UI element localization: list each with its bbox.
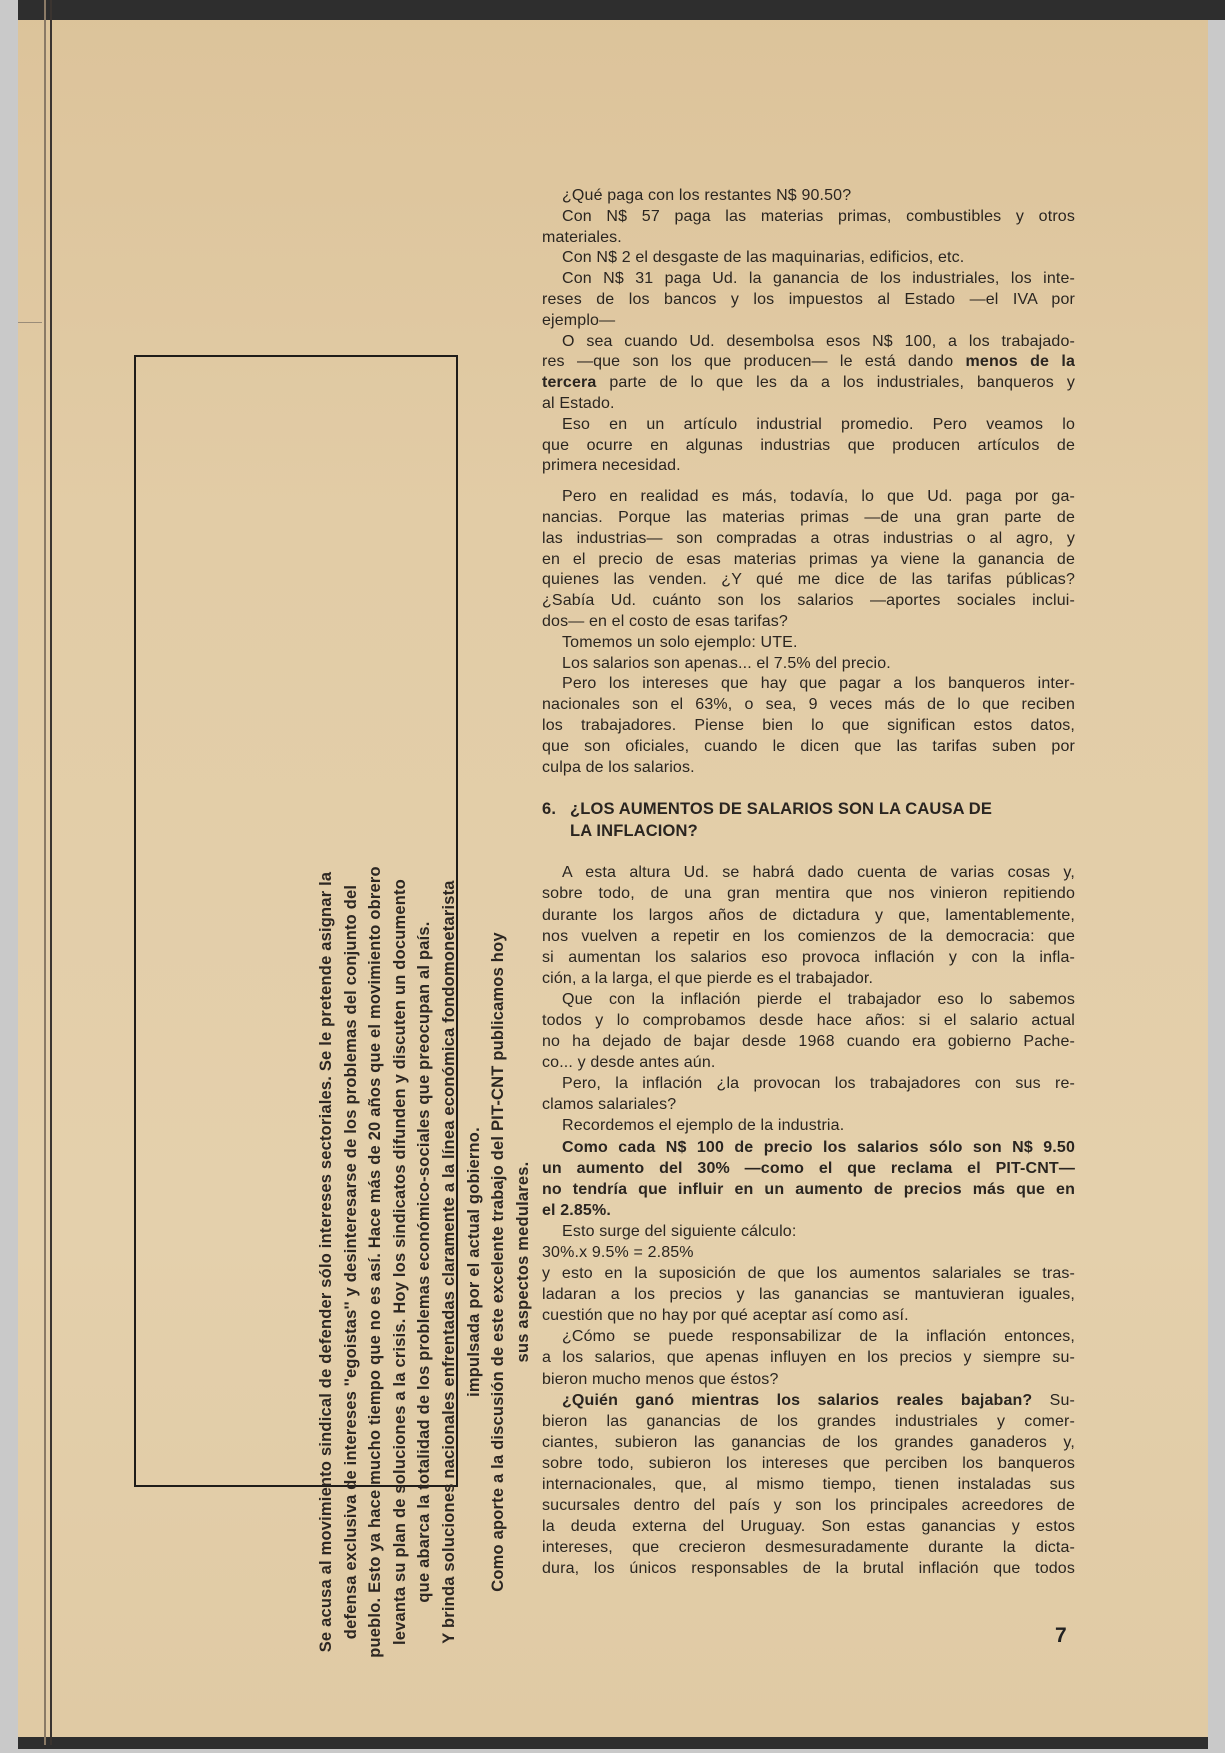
text-line: no tendría que influir en un aumento de precios más que en bbox=[542, 1180, 1075, 1198]
text-line: Que con la inflación pierde el trabajador eso lo sabemos bbox=[562, 990, 1075, 1008]
text-line: primera necesidad. bbox=[542, 457, 681, 475]
text-line: ejemplo— bbox=[542, 311, 616, 329]
text-line: Eso en un artículo industrial promedio. Pero veamos lo bbox=[562, 415, 1075, 433]
text-line: materiales. bbox=[542, 228, 622, 246]
article-section-1 bbox=[542, 186, 1075, 778]
page-fold-line bbox=[44, 0, 46, 1745]
text-line: ¿Sabía Ud. cuánto son los salarios —aportes sociales inclui- bbox=[542, 592, 1075, 610]
text-line bbox=[542, 352, 1075, 373]
section-heading bbox=[542, 798, 1075, 842]
text-line: Los salarios son apenas... el 7.5% del precio. bbox=[562, 654, 891, 672]
text-line: todos y lo comprobamos desde hace años: si el salario actual bbox=[542, 1011, 1075, 1029]
text-line: Pero, la inflación ¿la provocan los trabajadores con sus re- bbox=[562, 1075, 1075, 1093]
text-line: Esto surge del siguiente cálculo: bbox=[562, 1222, 797, 1240]
intro-box-rotated-text bbox=[314, 782, 536, 1742]
paragraph bbox=[542, 1073, 1075, 1115]
text-line: el 2.85%. bbox=[542, 1201, 611, 1219]
paragraph bbox=[542, 633, 1075, 654]
box-text-line: levanta su plan de soluciones a la crisis. Hoy los sindicatos difunden y discuten un documento bbox=[390, 878, 409, 1646]
article-column bbox=[542, 186, 1075, 1580]
section-title-line: LA INFLACION? bbox=[570, 822, 698, 841]
text-line: ciantes, subieron las ganancias de los grandes ganaderos y, bbox=[542, 1433, 1075, 1451]
article-section-2 bbox=[542, 862, 1075, 1579]
bold-run: menos de la bbox=[965, 353, 1075, 371]
paragraph bbox=[542, 186, 1075, 207]
text-line: quienes las venden. ¿Y qué me dice de las tarifas públicas? bbox=[542, 571, 1075, 589]
text-line bbox=[542, 1390, 1075, 1411]
text-line: A esta altura Ud. se habrá dado cuenta de varias cosas y, bbox=[562, 864, 1075, 882]
text-line: clamos salariales? bbox=[542, 1096, 677, 1114]
paragraph bbox=[542, 1242, 1075, 1263]
text-line: dura, los únicos responsables de la brutal inflación que todos bbox=[542, 1560, 1075, 1578]
text-line: un aumento del 30% —como el que reclama el PIT-CNT— bbox=[542, 1159, 1075, 1177]
paragraph bbox=[542, 1390, 1075, 1580]
box-text-line: pueblo. Esto ya hace mucho tiempo que no es así. Hace más de 20 años que el movimiento obrero bbox=[366, 866, 385, 1658]
page-number: 7 bbox=[1055, 1624, 1067, 1647]
text-run: res —que son los que producen— le está dando bbox=[542, 353, 966, 371]
text-run: Su- bbox=[1032, 1391, 1075, 1409]
text-line: durante los largos años de dictadura y que, lamentablemente, bbox=[542, 906, 1075, 924]
text-line: nos vuelven a repetir en los comienzos de la democracia: que bbox=[542, 927, 1075, 945]
paragraph bbox=[542, 1115, 1075, 1136]
text-line: ¿Cómo se puede responsabilizar de la inflación entonces, bbox=[562, 1328, 1075, 1346]
text-line: la deuda externa del Uruguay. Son estas ganancias y estos bbox=[542, 1518, 1075, 1536]
paragraph bbox=[542, 674, 1075, 778]
paragraph bbox=[542, 487, 1075, 633]
text-line: Pero en realidad es más, todavía, lo que Ud. paga por ga- bbox=[562, 488, 1075, 506]
box-text-line: sus aspectos medulares. bbox=[513, 1161, 532, 1363]
text-line: no ha dejado de bajar desde 1968 cuando era gobierno Pache- bbox=[542, 1033, 1075, 1051]
text-line: dos— en el costo de esas tarifas? bbox=[542, 612, 788, 630]
text-line: a los salarios, que apenas influyen en los precios y siempre su- bbox=[542, 1349, 1075, 1367]
text-line: Con N$ 2 el desgaste de las maquinarias, edificios, etc. bbox=[562, 249, 965, 267]
text-line: sucursales dentro del país y son los principales acreedores de bbox=[542, 1497, 1075, 1515]
text-line: Tomemos un solo ejemplo: UTE. bbox=[562, 633, 798, 651]
box-text-line: defensa exclusiva de intereses ''egoistas'' y desinteresarse de los problemas del conjunto del bbox=[341, 884, 360, 1640]
paragraph bbox=[542, 332, 1075, 415]
text-line: bieron las ganancias de los grandes industriales y comer- bbox=[542, 1412, 1075, 1430]
text-line: los trabajadores. Piense bien lo que significan estos datos, bbox=[542, 716, 1075, 734]
text-line: y esto en la suposición de que los aumentos salariales se tras- bbox=[542, 1265, 1075, 1283]
paragraph bbox=[542, 269, 1075, 331]
paragraph bbox=[542, 654, 1075, 675]
page-binding-line bbox=[50, 0, 52, 1745]
bold-run: tercera bbox=[542, 374, 597, 392]
section-title bbox=[570, 798, 992, 842]
text-line: al Estado. bbox=[542, 394, 615, 412]
text-line: Pero los intereses que hay que pagar a los banqueros inter- bbox=[562, 675, 1075, 693]
text-line: Recordemos el ejemplo de la industria. bbox=[562, 1117, 845, 1135]
paragraph bbox=[542, 1263, 1075, 1326]
paragraph bbox=[542, 989, 1075, 1073]
text-line: culpa de los salarios. bbox=[542, 758, 695, 776]
text-line bbox=[542, 373, 1075, 394]
text-line: intereses, que crecieron desmesuradamente durante la dicta- bbox=[542, 1539, 1075, 1557]
section-title-line: ¿LOS AUMENTOS DE SALARIOS SON LA CAUSA DE bbox=[570, 800, 993, 819]
text-line: sobre todo, de una gran mentira que nos vinieron repitiendo bbox=[542, 885, 1075, 903]
text-line: Con N$ 57 paga las materias primas, combustibles y otros bbox=[562, 207, 1075, 225]
section-number: 6. bbox=[542, 800, 557, 819]
paragraph bbox=[542, 415, 1075, 477]
text-line: las industrias— son compradas a otras industrias o al agro, y bbox=[542, 529, 1075, 547]
paragraph bbox=[542, 248, 1075, 269]
text-line: ción, a la larga, el que pierde es el trabajador. bbox=[542, 969, 874, 987]
bold-run: ¿Quién ganó mientras los salarios reales bajaban? bbox=[562, 1391, 1033, 1409]
paragraph bbox=[542, 1221, 1075, 1242]
box-text-line: Como aporte a la discusión de este excelente trabajo del PIT-CNT publicamos hoy bbox=[489, 932, 508, 1592]
text-line: co... y desde antes aún. bbox=[542, 1054, 716, 1072]
box-text-line: impulsada por el actual gobierno. bbox=[464, 1127, 483, 1397]
text-line: si aumentan los salarios eso provoca inflación y con la infla- bbox=[542, 948, 1075, 966]
text-line: Con N$ 31 paga Ud. la ganancia de los industriales, los inte- bbox=[562, 270, 1075, 288]
text-line: nancias. Porque las materias primas —de una gran parte de bbox=[542, 508, 1075, 526]
box-text-line: que abarca la totalidad de los problemas económico-sociales que preocupan al país. bbox=[415, 921, 434, 1603]
text-line: ladaran a los precios y las ganancias se mantuvieran iguales, bbox=[542, 1286, 1075, 1304]
text-line: ¿Qué paga con los restantes N$ 90.50? bbox=[562, 187, 852, 204]
text-line: O sea cuando Ud. desembolsa esos N$ 100, a los trabajado- bbox=[562, 332, 1075, 350]
text-line: bieron mucho menos que éstos? bbox=[542, 1370, 779, 1388]
text-run: parte de lo que les da a los industriales, banqueros y bbox=[596, 374, 1075, 392]
text-line: en el precio de esas materias primas ya viene la ganancia de bbox=[542, 550, 1075, 568]
intro-box bbox=[134, 355, 532, 1658]
text-line: nacionales son el 63%, o sea, 9 veces más de lo que reciben bbox=[542, 696, 1075, 714]
paragraph bbox=[542, 1137, 1075, 1221]
scan-bottom-edge bbox=[18, 1737, 1208, 1749]
paragraph-gap bbox=[542, 477, 1075, 487]
text-line: internacionales, que, al mismo tiempo, tienen instaladas sus bbox=[542, 1476, 1075, 1494]
paragraph bbox=[542, 207, 1075, 249]
text-line: que son oficiales, cuando le dicen que las tarifas suben por bbox=[542, 737, 1075, 755]
text-line: 30%.x 9.5% = 2.85% bbox=[542, 1244, 694, 1261]
text-line: sobre todo, subieron los intereses que perciben los banqueros bbox=[542, 1454, 1075, 1472]
margin-mark bbox=[18, 322, 42, 323]
text-line: que ocurre en algunas industrias que producen artículos de bbox=[542, 436, 1075, 454]
box-text-line: Se acusa al movimiento sindical de defender sólo intereses sectoriales. Se le pretende asignar la bbox=[317, 871, 335, 1653]
text-line: reses de los bancos y los impuestos al Estado —el IVA por bbox=[542, 290, 1075, 308]
paragraph bbox=[542, 1326, 1075, 1389]
paragraph bbox=[542, 862, 1075, 989]
text-line: Como cada N$ 100 de precio los salarios sólo son N$ 9.50 bbox=[562, 1138, 1075, 1156]
scan-top-edge bbox=[18, 0, 1225, 20]
box-text-line: Y brinda soluciones nacionales enfrentadas claramente a la línea económica fondomonetarista bbox=[439, 880, 458, 1644]
text-line: cuestión que no hay por qué aceptar así como así. bbox=[542, 1307, 909, 1325]
